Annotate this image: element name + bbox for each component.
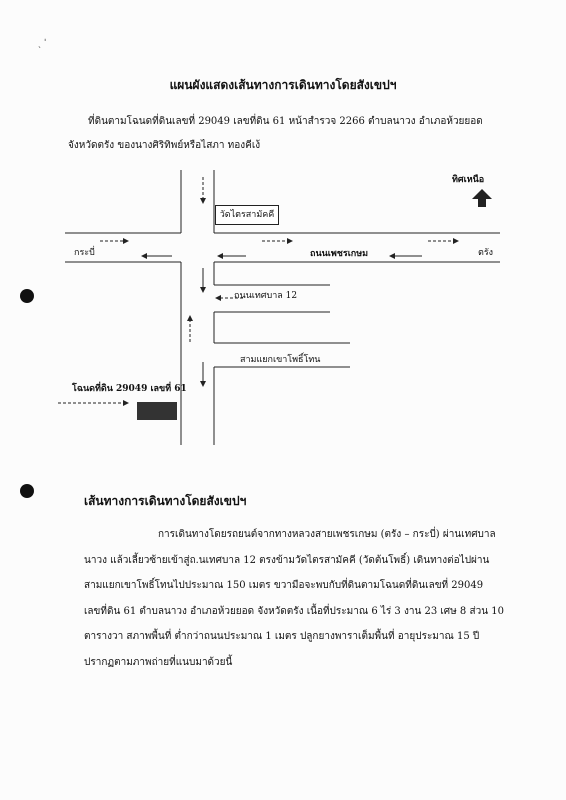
directions-line: ปรากฏตามภาพถ่ายที่แนบมาด้วยนี้ — [84, 656, 233, 668]
north-arrow-icon — [472, 189, 492, 207]
highway-label: ถนนเพชรเกษม — [310, 249, 369, 259]
directions-line: ตารางวา สภาพพื้นที่ ต่ำกว่าถนนประมาณ 1 เมตร ปลูกยางพาราเต็มพื้นที่ อายุประมาณ 15 ปี — [84, 631, 480, 642]
document-title: แผนผังแสดงเส้นทางการเดินทางโดยสังเขปฯ — [169, 78, 397, 92]
right-city-label: ตรัง — [478, 248, 494, 258]
left-city-label: กระบี่ — [74, 248, 95, 258]
directions-line: นาวง แล้วเลี้ยวซ้ายเข้าสู่ถ.นเทศบาล 12 ตรงข้ามวัดไตรสามัคคี (วัดต้นโพธิ์) เดินทางต่อไปผ่าน — [84, 554, 490, 566]
intro-line: จังหวัดตรัง ของนางศิริทิพย์หรือไสภา ทองคีเง้ — [68, 140, 261, 151]
section-subtitle: เส้นทางการเดินทางโดยสังเขปฯ — [84, 494, 247, 508]
intro-line: ที่ดินตามโฉนดที่ดินเลขที่ 29049 เลขที่ดิน 61 หน้าสำรวจ 2266 ตำบลนาวง อำเภอห้วยยอด — [88, 116, 483, 127]
directions-line: สามแยกเขาโพธิ์โทนไปประมาณ 150 เมตร ขวามือจะพบกับที่ดินตามโฉนดที่ดินเลขที่ 29049 — [84, 580, 484, 591]
temple-label: วัดไตรสามัคคี — [215, 205, 279, 225]
junction-label: สามแยกเขาโพธิ์โทน — [240, 355, 321, 365]
directions-line: การเดินทางโดยรถยนต์จากทางหลวงสายเพชรเกษม (ตรัง – กระบี่) ผ่านเทศบาล — [158, 529, 496, 540]
lot-label: โฉนดที่ดิน 29049 เลขที่ 61 — [72, 384, 187, 394]
land-lot-marker — [137, 402, 177, 420]
north-label: ทิศเหนือ — [452, 175, 485, 185]
road-12-label: ถนนเทศบาล 12 — [234, 291, 298, 301]
directions-line: เลขที่ดิน 61 ตำบลนาวง อำเภอห้วยยอด จังหวัดตรัง เนื้อที่ประมาณ 6 ไร่ 3 งาน 23 เศษ 8 ส่วน 10 — [84, 605, 504, 617]
corner-mark: ˏ ˈ — [38, 39, 47, 49]
directions-paragraph — [84, 522, 504, 675]
